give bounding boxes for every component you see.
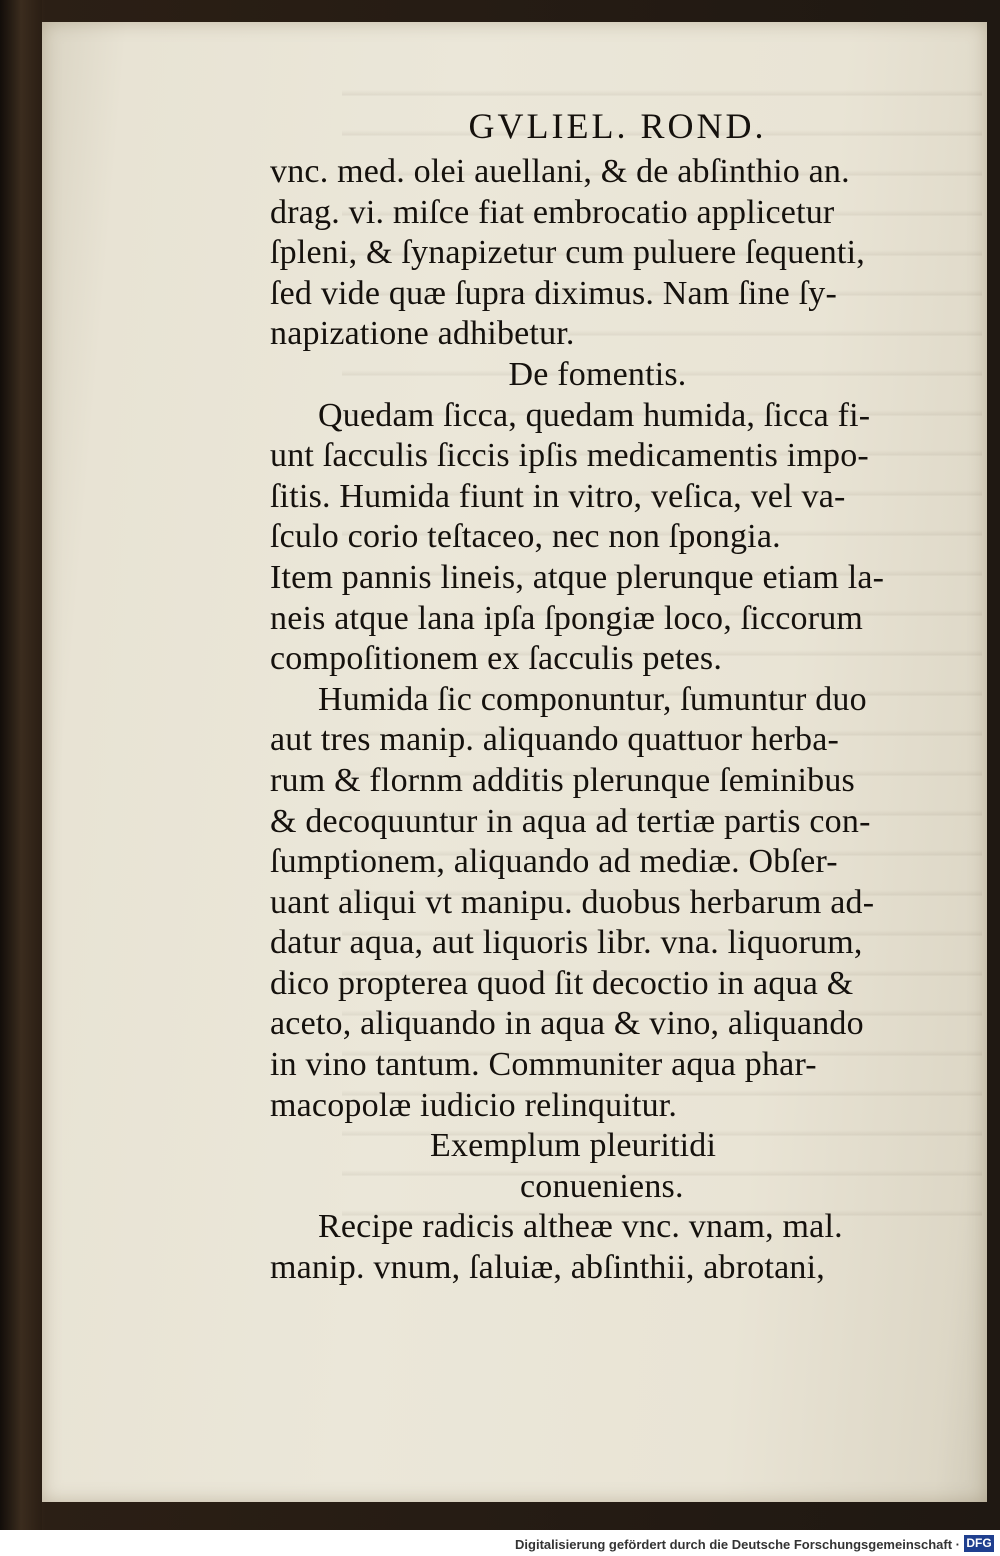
text-line: aut tres manip. aliquando quattuor herba- bbox=[270, 721, 840, 759]
section-heading: conueniens. bbox=[520, 1167, 684, 1205]
text-line: napizatione adhibetur. bbox=[270, 315, 575, 353]
text-line: unt ſacculis ſiccis ipſis medicamentis impo- bbox=[270, 437, 869, 475]
text-line: ſculo corio teſtaceo, nec non ſpongia. bbox=[270, 518, 781, 556]
text-line: compoſitionem ex ſacculis petes. bbox=[270, 640, 723, 678]
text-line: Quedam ſicca, quedam humida, ſicca fi- bbox=[318, 396, 871, 434]
text-line: & decoquuntur in aqua ad tertiæ partis con- bbox=[270, 802, 871, 840]
section-heading: Exemplum pleuritidi bbox=[430, 1127, 717, 1165]
text-line: dico propterea quod ſit decoctio in aqua & bbox=[270, 964, 854, 1002]
text-line: macopolæ iudicio relinquitur. bbox=[270, 1086, 678, 1124]
text-line: Item pannis lineis, atque plerunque etiam la- bbox=[270, 558, 885, 596]
text-line: drag. vi. miſce fiat embrocatio applicetur bbox=[270, 193, 835, 231]
text-line: datur aqua, aut liquoris libr. vna. liquorum, bbox=[270, 924, 863, 962]
text-line: neis atque lana ipſa ſpongiæ loco, ſiccorum bbox=[270, 599, 864, 637]
text-line: ſpleni, & ſynapizetur cum puluere ſequenti, bbox=[270, 234, 865, 272]
text-line: ſed vide quæ ſupra diximus. Nam ſine ſy- bbox=[270, 274, 838, 312]
dfg-logo: DFG bbox=[964, 1535, 994, 1552]
text-line: ſitis. Humida fiunt in vitro, veſica, vel va- bbox=[270, 477, 846, 515]
text-line: rum & flornm additis plerunque ſeminibus bbox=[270, 761, 855, 799]
page-text-block bbox=[270, 100, 925, 1289]
text-line: Recipe radicis altheæ vnc. vnam, mal. bbox=[318, 1208, 843, 1246]
book-spine bbox=[0, 0, 42, 1530]
text-line: in vino tantum. Communiter aqua phar- bbox=[270, 1046, 817, 1084]
text-line: vnc. med. olei auellani, & de abſinthio an. bbox=[270, 153, 850, 190]
text-line: aceto, aliquando in aqua & vino, aliquando bbox=[270, 1005, 864, 1043]
section-heading: De fomentis. bbox=[508, 355, 687, 393]
text-line: manip. vnum, ſaluiæ, abſinthii, abrotani, bbox=[270, 1249, 825, 1287]
text-line: ſumptionem, aliquando ad mediæ. Obſer- bbox=[270, 843, 838, 881]
digitization-credit: Digitalisierung gefördert durch die Deutsche Forschungsgemeinschaft · bbox=[515, 1537, 960, 1552]
running-head: GVLIEL. ROND. bbox=[468, 106, 767, 146]
text-line: uant aliqui vt manipu. duobus herbarum ad- bbox=[270, 883, 875, 921]
digitization-footer bbox=[0, 1530, 1000, 1556]
text-line: Humida ſic componuntur, ſumuntur duo bbox=[318, 680, 867, 718]
